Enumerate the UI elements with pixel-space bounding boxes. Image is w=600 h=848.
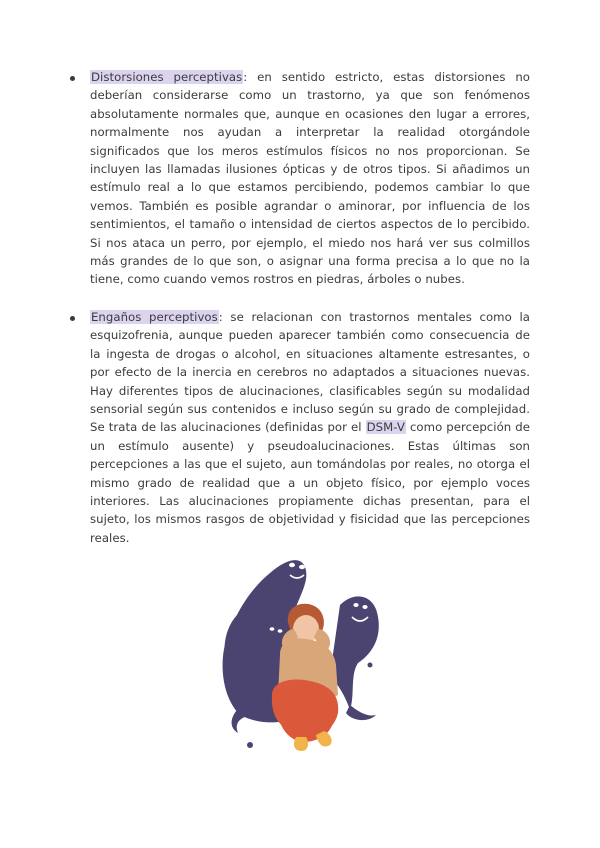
highlighted-term: Engaños perceptivos xyxy=(91,309,218,324)
person-foot-left xyxy=(294,737,308,751)
shadow-dot xyxy=(247,742,253,748)
bullet-list xyxy=(90,68,530,566)
shadow-eye xyxy=(289,563,295,567)
paragraph-text-before: : se relacionan con trastornos mentales como la esquizofrenia, aunque pueden aparecer también como consecuencia de la ingesta de drogas o alcohol, en situaciones altamente estresantes, o por efecto de la inercia en cerebros no adaptados a situaciones nuevas. Hay diferentes tipos de alucinaciones, clasificables según su modalidad sensorial según sus contenidos e incluso según su grado de complejidad. Se trata de las alucinaciones (definidas por el xyxy=(90,309,530,435)
shadow-eye xyxy=(362,605,367,609)
highlighted-term: Distorsiones perceptivas xyxy=(91,70,243,84)
shadow-dot xyxy=(368,663,373,668)
bullet-dot-icon xyxy=(70,316,75,321)
shadow-eye xyxy=(278,629,283,633)
list-item-distorsiones xyxy=(90,68,530,289)
shadow-eye xyxy=(270,627,275,631)
highlighted-reference: DSM-V xyxy=(366,420,405,435)
shadow-eye xyxy=(353,603,358,607)
anxiety-illustration xyxy=(200,545,400,765)
shadow-eye xyxy=(299,565,305,569)
paragraph-distorsiones xyxy=(90,68,530,289)
shadow-tentacle-right xyxy=(346,705,376,720)
paragraph-text-after: como percepción de un estímulo ausente) y pseudoalucinaciones. Estas últimas son percepciones a las que el sujeto, aun tomándolas por reales, no otorga el mismo grado de realidad que a un objeto físico, por ejemplo voces interiores. Las alucinaciones propiamente dichas presentan, para el sujeto, los mismos rasgos de objetividad y fisicidad que las percepciones reales. xyxy=(90,420,530,545)
bullet-dot-icon xyxy=(70,76,75,81)
paragraph-enganos xyxy=(90,308,530,547)
paragraph-text: : en sentido estricto, estas distorsiones no deberían considerarse como un trastorno, ya que son fenómenos absolutamente normales que, aunque en ocasiones den lugar a errores, normalmente nos ayudan a interpretar la realidad otorgándole significados que los meros estímulos físicos no nos proporcionan. Se incluyen las llamadas ilusiones ópticas y de otros tipos. Si añadimos un estímulo real a lo que estamos percibiendo, podemos cambiar lo que vemos. También es posible agrandar o aminorar, por influencia de los sentimientos, el tamaño o intensidad de ciertos aspectos de lo percibido. Si nos ataca un perro, por ejemplo, el miedo nos hará ver sus colmillos más grandes de lo que son, o asignar una forma precisa a lo que no la tiene, como cuando vemos rostros en piedras, árboles o nubes. xyxy=(90,70,531,287)
list-item-enganos xyxy=(90,308,530,547)
